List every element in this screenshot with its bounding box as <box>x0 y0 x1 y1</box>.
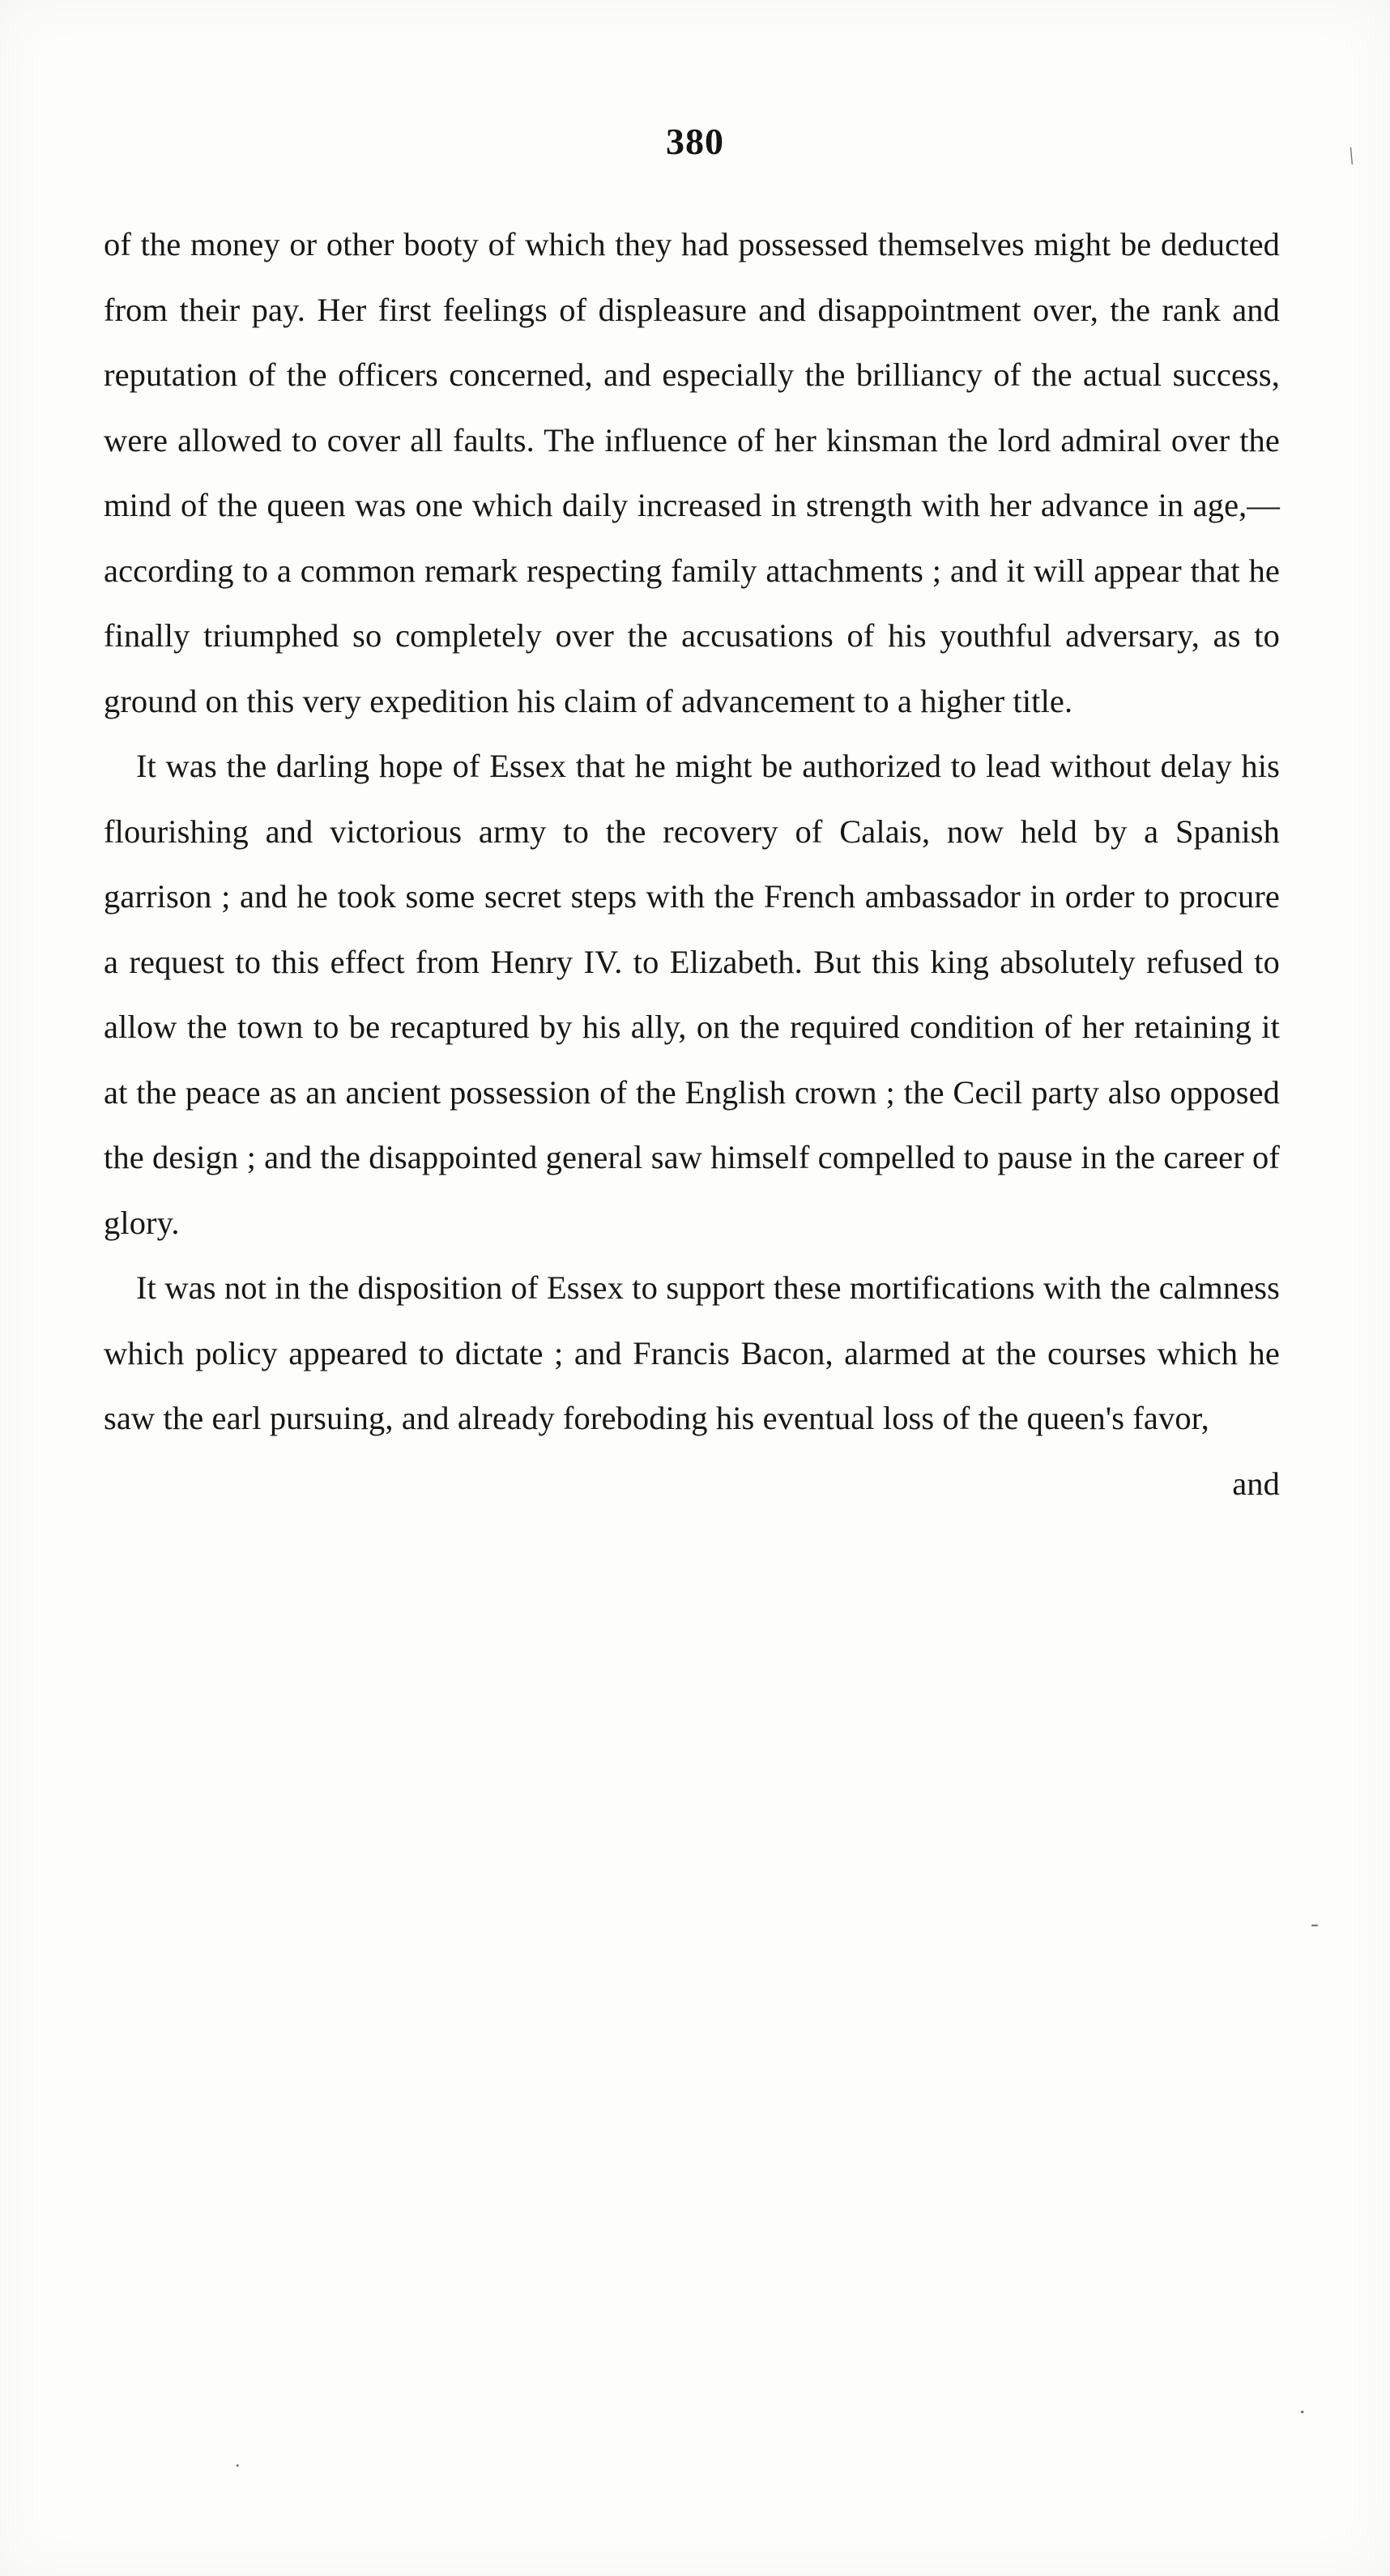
paragraph: It was not in the disposition of Essex to support these mortifications with the calmness which policy appeared to dictate ; and Francis Bacon, alarmed at the courses which he saw the earl pursuing, and already foreboding his eventual loss of the queen's favor, <box>104 1269 1280 1436</box>
catchword <box>104 1452 1280 1517</box>
scan-mark-icon: . <box>235 2448 241 2472</box>
paragraph: of the money or other booty of which they had possessed themselves might be deducted from their pay. Her first feelings of displeasure and disappointment over, the rank and reputation of the officers concerned, and especially the brilliancy of the actual success, were allowed to cover all faults. The influence of her kinsman the lord admiral over the mind of the queen was one which daily increased in strength with her advance in age,—according to a common remark respecting family attachments ; and it will appear that he finally triumphed so completely over the accusations of his youthful adversary, as to ground on this very expedition his claim of advancement to a higher title. <box>104 226 1280 719</box>
scan-mark-icon: . <box>1299 2392 1306 2419</box>
scan-mark-icon: \ <box>1345 142 1358 170</box>
paragraph: It was the darling hope of Essex that he might be authorized to lead without delay his flourishing and victorious army to the recovery of Calais, now held by a Spanish garrison ; and he took some secret steps with the French ambassador in order to procure a request to this effect from Henry IV. to Elizabeth. But this king absolutely refused to allow the town to be recaptured by his ally, on the required condition of her retaining it at the peace as an ancient possession of the English crown ; the Cecil party also opposed the design ; and the disappointed general saw himself compelled to pause in the career of glory. <box>104 748 1280 1241</box>
body-text <box>104 212 1280 1516</box>
page-number: 380 <box>666 121 724 162</box>
scan-mark-icon: - <box>1311 1910 1319 1937</box>
catchword-text: and <box>1232 1465 1280 1502</box>
